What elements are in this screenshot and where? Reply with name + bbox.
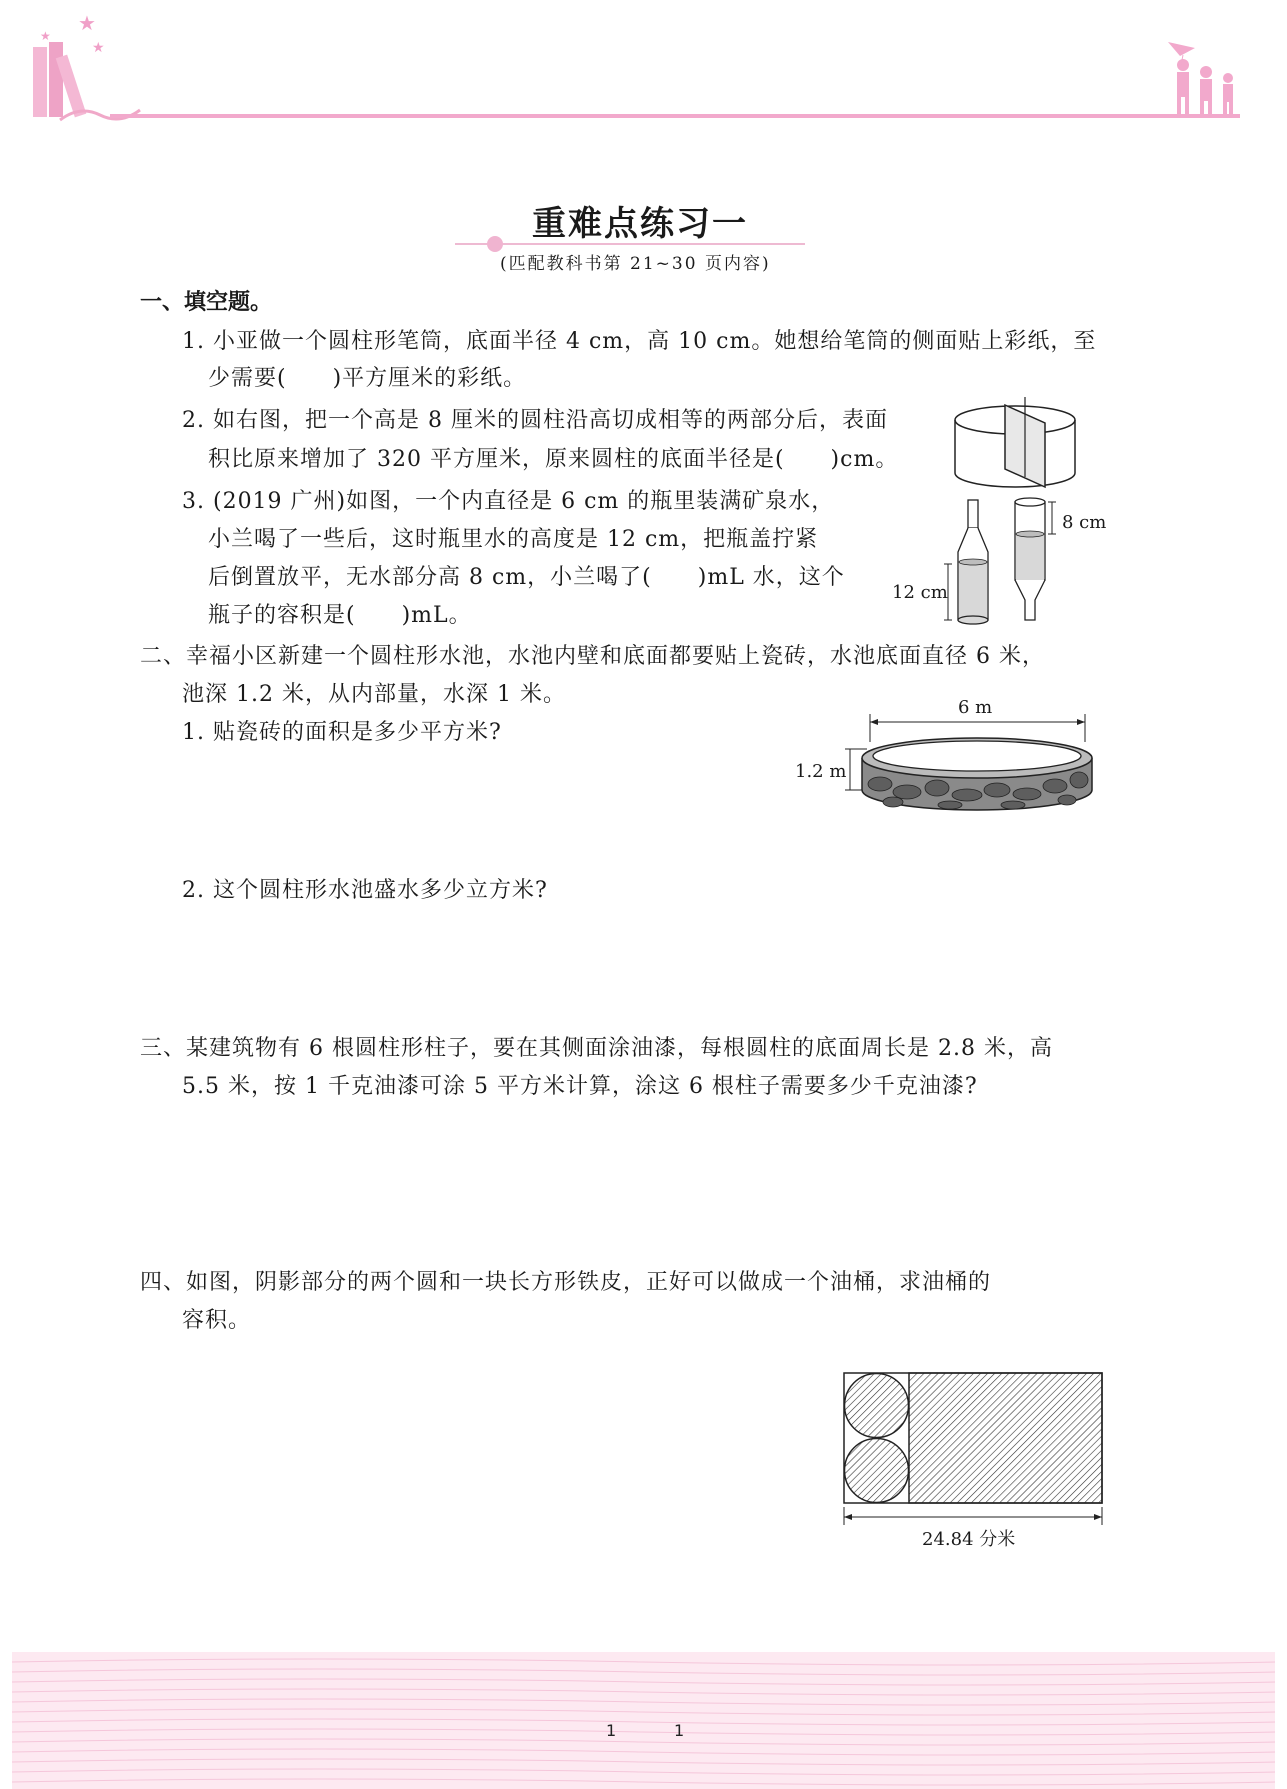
page-number-right: 1 <box>674 1721 685 1740</box>
label-12cm: 12 cm <box>892 582 948 603</box>
section-4-line2: 容积。 <box>182 1308 252 1333</box>
children-kite-icon <box>1168 42 1233 115</box>
page-number-left: 1 <box>606 1721 617 1740</box>
svg-text:★: ★ <box>78 11 96 35</box>
header-decoration <box>0 0 1287 140</box>
pool-figure <box>845 712 1105 822</box>
label-6m: 6 m <box>958 697 993 718</box>
q3-line2: 小兰喝了一些后，这时瓶里水的高度是 12 cm，把瓶盖拧紧 <box>208 527 819 552</box>
q1-line2: 少需要( )平方厘米的彩纸。 <box>208 366 527 391</box>
books-logo-icon <box>33 11 140 120</box>
section-3-line1: 三、某建筑物有 6 根圆柱形柱子，要在其侧面涂油漆，每根圆柱的底面周长是 2.8 米，高 <box>140 1036 1053 1061</box>
s2-q2: 2. 这个圆柱形水池盛水多少立方米? <box>182 878 548 903</box>
page-title: 重难点练习一 <box>532 204 748 244</box>
q2-line1: 2. 如右图，把一个高是 8 厘米的圆柱沿高切成相等的两部分后，表面 <box>182 408 888 433</box>
footer-band <box>12 1652 1275 1789</box>
svg-text:★: ★ <box>40 29 51 43</box>
section-2-line1: 二、幸福小区新建一个圆柱形水池，水池内壁和底面都要贴上瓷砖，水池底面直径 6 米， <box>140 644 1045 669</box>
section-4-line1: 四、如图，阴影部分的两个圆和一块长方形铁皮，正好可以做成一个油桶，求油桶的 <box>140 1270 992 1295</box>
q2-line2: 积比原来增加了 320 平方厘米，原来圆柱的底面半径是( )cm。 <box>208 447 899 472</box>
page-subtitle: (匹配教科书第 21~30 页内容) <box>500 254 771 274</box>
oil-drum-net-figure <box>840 1365 1110 1525</box>
label-1-2m: 1.2 m <box>795 761 847 782</box>
bottle-figure <box>880 490 1120 630</box>
svg-text:★: ★ <box>92 40 105 56</box>
label-8cm: 8 cm <box>1062 512 1107 533</box>
cut-cylinder-figure <box>950 395 1090 495</box>
q3-line1: 3. (2019 广州)如图，一个内直径是 6 cm 的瓶里装满矿泉水， <box>182 489 835 514</box>
section-3-line2: 5.5 米，按 1 千克油漆可涂 5 平方米计算，涂这 6 根柱子需要多少千克油漆? <box>182 1074 978 1099</box>
s2-q1: 1. 贴瓷砖的面积是多少平方米? <box>182 720 502 745</box>
q3-line4: 瓶子的容积是( )mL。 <box>208 603 472 628</box>
q3-line3: 后倒置放平，无水部分高 8 cm，小兰喝了( )mL 水，这个 <box>208 565 845 590</box>
label-24-84: 24.84 分米 <box>922 1529 1016 1550</box>
q1-line1: 1. 小亚做一个圆柱形笔筒，底面半径 4 cm，高 10 cm。她想给笔筒的侧面贴上彩纸，至 <box>182 329 1097 354</box>
section-2-line2: 池深 1.2 米，从内部量，水深 1 米。 <box>182 682 566 707</box>
section-1-heading: 一、填空题。 <box>140 290 273 315</box>
